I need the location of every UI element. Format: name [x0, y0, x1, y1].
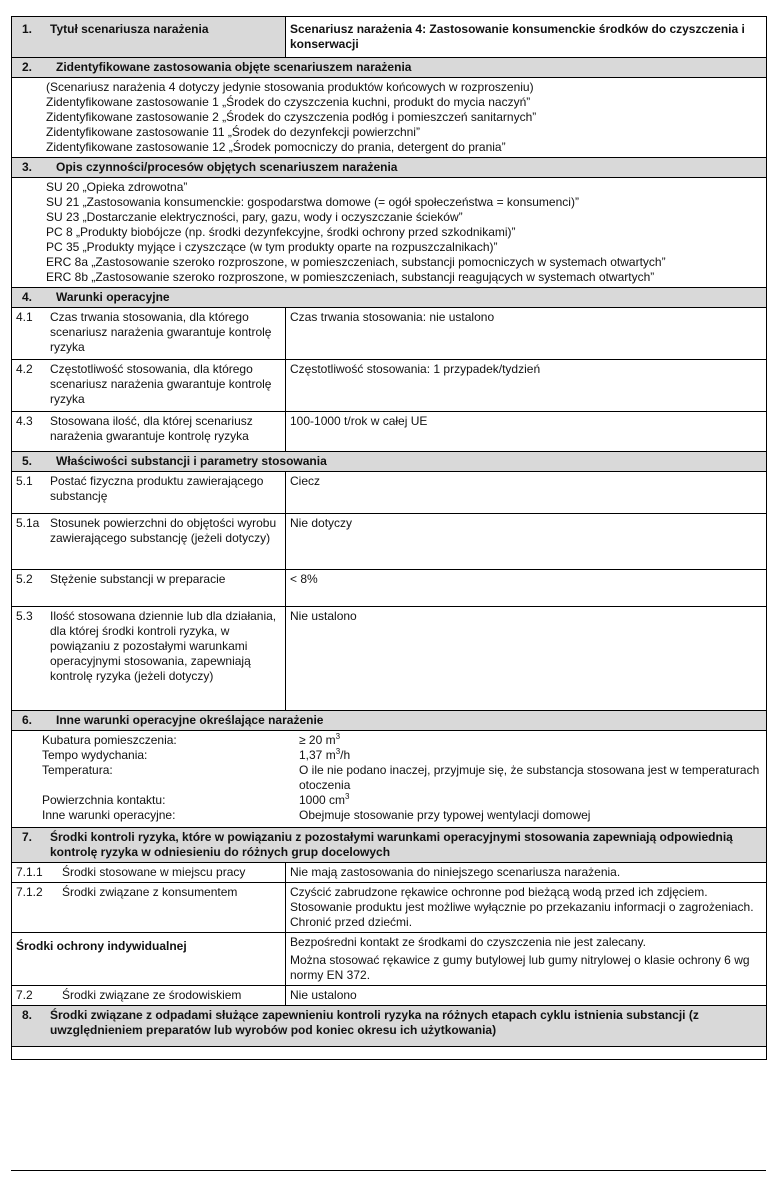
section-title: Zidentyfikowane zastosowania objęte scenariuszem narażenia: [56, 60, 412, 74]
table-row: [12, 863, 767, 883]
list-item: Kubatura pomieszczenia: ≥ 20 $m^3$: [42, 732, 341, 747]
row-value: Nie dotyczy: [286, 514, 767, 570]
section-number: 1.: [22, 22, 33, 36]
list-item: ERC 8a „Zastosowanie szeroko rozproszone, w pomieszczeniach, substancji pomocniczych w systemach otwartych”: [46, 255, 666, 269]
table-row: [12, 360, 767, 412]
row-number: 5.1a: [16, 516, 40, 530]
ppe-label: Środki ochrony indywidualnej: [12, 933, 286, 986]
list-item: Zidentyfikowane zastosowanie 1 „Środek do czyszczenia kuchni, produkt do mycia naczyń”: [46, 95, 531, 109]
list-item: Inne warunki operacyjne: Obejmuje stosowanie przy typowej wentylacji domowej: [42, 808, 591, 822]
section-5-header: [12, 452, 767, 472]
row-label: Środki związane ze środowiskiem: [62, 988, 242, 1002]
row-value: Nie ustalono: [286, 607, 767, 711]
row-label: Środki stosowane w miejscu pracy: [62, 865, 246, 879]
list-item: Tempo wydychania: 1,37 $m^3/h$: [42, 747, 351, 762]
section-number: 6.: [22, 713, 33, 727]
list-item: ERC 8b „Zastosowanie szeroko rozproszone, w pomieszczeniach, substancji reagujących w systemach otwartych”: [46, 270, 655, 284]
row-label: Stężenie substancji w preparacie: [50, 572, 226, 586]
row-label: Czas trwania stosowania, dla którego scenariusz narażenia gwarantuje kontrolę ryzyka: [50, 310, 272, 354]
section-number: 5.: [22, 454, 33, 468]
row-value: Nie mają zastosowania do niniejszego scenariusza narażenia.: [286, 863, 767, 883]
section-number: 4.: [22, 290, 33, 304]
process-descriptors-list: [12, 178, 767, 288]
section-number: 7.: [22, 830, 33, 844]
scenario-title-label-cell: [12, 17, 286, 58]
section-title: Środki kontroli ryzyka, które w powiązaniu z pozostałymi warunkami operacyjnymi stosowania zapewniają odpowiednią kontrolę ryzyka w odniesieniu do różnych grup docelowych: [50, 830, 733, 859]
scenario-title-label: Tytuł scenariusza narażenia: [50, 22, 209, 36]
row-value: Nie ustalono: [286, 986, 767, 1006]
table-row: [12, 883, 767, 933]
row-value: Bezpośredni kontakt ze środkami do czyszczenia nie jest zalecany. Można stosować rękawice z gumy butylowej lub gumy nitrylowej o klasie ochrony 6 wg normy EN 372.: [286, 933, 767, 986]
row-value: 100-1000 t/rok w całej UE: [286, 412, 767, 452]
row-number: 5.3: [16, 609, 33, 623]
exposure-scenario-table: [11, 16, 767, 1060]
scenario-title-value: Scenariusz narażenia 4: Zastosowanie konsumenckie środków do czyszczenia i konserwacji: [286, 17, 767, 58]
list-item: SU 21 „Zastosowania konsumenckie: gospodarstwa domowe (= ogół społeczeństwa = konsumenci)”: [46, 195, 579, 209]
section-4-header: [12, 288, 767, 308]
list-item: Temperatura: O ile nie podano inaczej, przyjmuje się, że substancja stosowana jest w temperaturach otoczenia: [42, 763, 760, 792]
row-value: Częstotliwość stosowania: 1 przypadek/tydzień: [286, 360, 767, 412]
table-row: [12, 472, 767, 514]
section-number: 8.: [22, 1008, 33, 1022]
row-label: Częstotliwość stosowania, dla którego scenariusz narażenia gwarantuje kontrolę ryzyka: [50, 362, 272, 406]
row-number: 7.1.1: [16, 865, 43, 879]
other-conditions-list: [12, 731, 767, 828]
footer-divider: [11, 1170, 766, 1171]
section-6-header: [12, 711, 767, 731]
empty-row: [12, 1047, 767, 1060]
table-row: [12, 308, 767, 360]
section-3-header: [12, 158, 767, 178]
section-1-row: [12, 17, 767, 58]
row-label: Postać fizyczna produktu zawierającego substancję: [50, 474, 264, 503]
section-title: Właściwości substancji i parametry stosowania: [56, 454, 327, 468]
row-number: 5.2: [16, 572, 33, 586]
list-item: Powierzchnia kontaktu: 1000 $cm^3$: [42, 792, 350, 807]
row-label: Ilość stosowana dziennie lub dla działania, dla której środki kontroli ryzyka, w powiązaniu z pozostałymi warunkami operacyjnymi stosowania, zapewniają kontrolę ryzyka (jeżeli dotyczy): [50, 609, 277, 683]
table-row: [12, 570, 767, 607]
row-label: Środki związane z konsumentem: [62, 885, 238, 899]
row-number: 4.2: [16, 362, 33, 376]
section-8-header: [12, 1006, 767, 1047]
row-value: < 8%: [286, 570, 767, 607]
list-item: (Scenariusz narażenia 4 dotyczy jedynie stosowania produktów końcowych w rozproszeniu): [46, 80, 534, 94]
row-number: 4.3: [16, 414, 33, 428]
list-item: SU 23 „Dostarczanie elektryczności, pary, gazu, wody i oczyszczanie ścieków”: [46, 210, 463, 224]
list-item: PC 35 „Produkty myjące i czyszczące (w tym produkty oparte na rozpuszczalnikach)”: [46, 240, 498, 254]
row-label: Stosunek powierzchni do objętości wyrobu zawierającego substancję (jeżeli dotyczy): [50, 516, 277, 545]
list-item: Zidentyfikowane zastosowanie 11 „Środek do dezynfekcji powierzchni”: [46, 125, 420, 139]
row-value: Czyścić zabrudzone rękawice ochronne pod bieżącą wodą przed ich zdjęciem. Stosowanie produktu jest możliwe wyłącznie po przekazaniu informacji o zagrożeniach. Chronić przed dziećmi.: [286, 883, 767, 933]
section-number: 2.: [22, 60, 33, 74]
table-row: [12, 607, 767, 711]
identified-uses-list: [12, 78, 767, 158]
list-item: Zidentyfikowane zastosowanie 2 „Środek do czyszczenia podłóg i pomieszczeń sanitarnych”: [46, 110, 537, 124]
list-item: PC 8 „Produkty biobójcze (np. środki dezynfekcyjne, środki ochrony przed szkodnikami)”: [46, 225, 516, 239]
list-item: SU 20 „Opieka zdrowotna”: [46, 180, 188, 194]
section-title: Inne warunki operacyjne określające narażenie: [56, 713, 324, 727]
table-row: [12, 933, 767, 986]
table-row: [12, 514, 767, 570]
row-number: 5.1: [16, 474, 33, 488]
section-2-header: [12, 58, 767, 78]
row-value: Ciecz: [286, 472, 767, 514]
section-title: Środki związane z odpadami służące zapewnieniu kontroli ryzyka na różnych etapach cyklu istnienia substancji (z uwzględnieniem preparatów lub wyrobów pod koniec okresu ich użytkowania): [50, 1008, 699, 1037]
row-label: Stosowana ilość, dla której scenariusz narażenia gwarantuje kontrolę ryzyka: [50, 414, 253, 443]
row-value: Czas trwania stosowania: nie ustalono: [286, 308, 767, 360]
section-title: Opis czynności/procesów objętych scenariuszem narażenia: [56, 160, 398, 174]
table-row: [12, 412, 767, 452]
row-number: 7.2: [16, 988, 33, 1002]
section-title: Warunki operacyjne: [56, 290, 170, 304]
table-row: [12, 986, 767, 1006]
section-7-header: [12, 828, 767, 863]
row-number: 7.1.2: [16, 885, 43, 899]
row-number: 4.1: [16, 310, 33, 324]
list-item: Zidentyfikowane zastosowanie 12 „Środek pomocniczy do prania, detergent do prania”: [46, 140, 506, 154]
section-number: 3.: [22, 160, 33, 174]
